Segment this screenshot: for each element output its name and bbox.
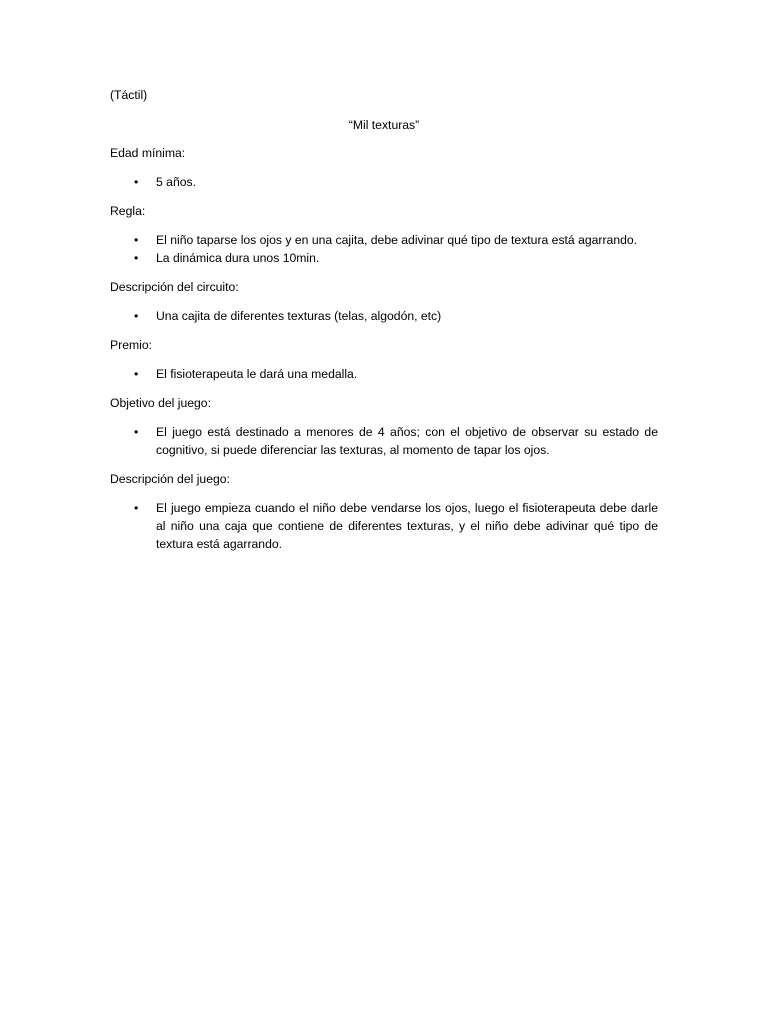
bullet-icon: • <box>134 251 139 265</box>
bullet-list <box>110 231 658 267</box>
bullet-list <box>110 499 658 553</box>
list-item <box>110 249 658 267</box>
bullet-list <box>110 423 658 459</box>
list-item <box>110 365 658 383</box>
bullet-icon: • <box>134 425 139 439</box>
list-item <box>110 423 658 459</box>
bullet-list <box>110 365 658 383</box>
bullet-icon: • <box>134 233 139 247</box>
section-descripcion-juego <box>110 472 658 553</box>
section-objetivo <box>110 396 658 459</box>
list-item-text: El juego empieza cuando el niño debe vendarse los ojos, luego el fisioterapeuta debe darle al niño una caja que contiene de diferentes texturas, y el niño debe adivinar qué tipo de textura está agarrando. <box>156 501 658 551</box>
bullet-list <box>110 307 658 325</box>
document-category: (Táctil) <box>110 88 148 102</box>
list-item <box>110 173 658 191</box>
list-item-text: El fisioterapeuta le dará una medalla. <box>156 367 358 381</box>
list-item-text: La dinámica dura unos 10min. <box>156 251 320 265</box>
document-title: “Mil texturas” <box>348 118 420 132</box>
section-regla <box>110 204 658 267</box>
bullet-icon: • <box>134 175 139 189</box>
list-item-text: Una cajita de diferentes texturas (telas, algodón, etc) <box>156 309 442 323</box>
section-heading: Descripción del circuito: <box>110 280 239 294</box>
section-heading: Regla: <box>110 204 146 218</box>
bullet-icon: • <box>134 309 139 323</box>
list-item <box>110 307 658 325</box>
list-item-text: El niño taparse los ojos y en una cajita, debe adivinar qué tipo de textura está agarrando. <box>156 233 638 247</box>
section-heading: Descripción del juego: <box>110 472 230 486</box>
bullet-list <box>110 173 658 191</box>
section-edad-minima <box>110 146 658 191</box>
section-premio <box>110 338 658 383</box>
section-heading: Premio: <box>110 338 152 352</box>
list-item <box>110 499 658 553</box>
section-descripcion-circuito <box>110 280 658 325</box>
bullet-icon: • <box>134 501 139 515</box>
list-item-text: 5 años. <box>156 175 196 189</box>
list-item <box>110 231 658 249</box>
document-page <box>110 88 658 566</box>
section-heading: Objetivo del juego: <box>110 396 211 410</box>
list-item-text: El juego está destinado a menores de 4 años; con el objetivo de observar su estado de cognitivo, si puede diferenciar las texturas, al momento de tapar los ojos. <box>156 425 658 457</box>
bullet-icon: • <box>134 367 139 381</box>
section-heading: Edad mínima: <box>110 146 186 160</box>
